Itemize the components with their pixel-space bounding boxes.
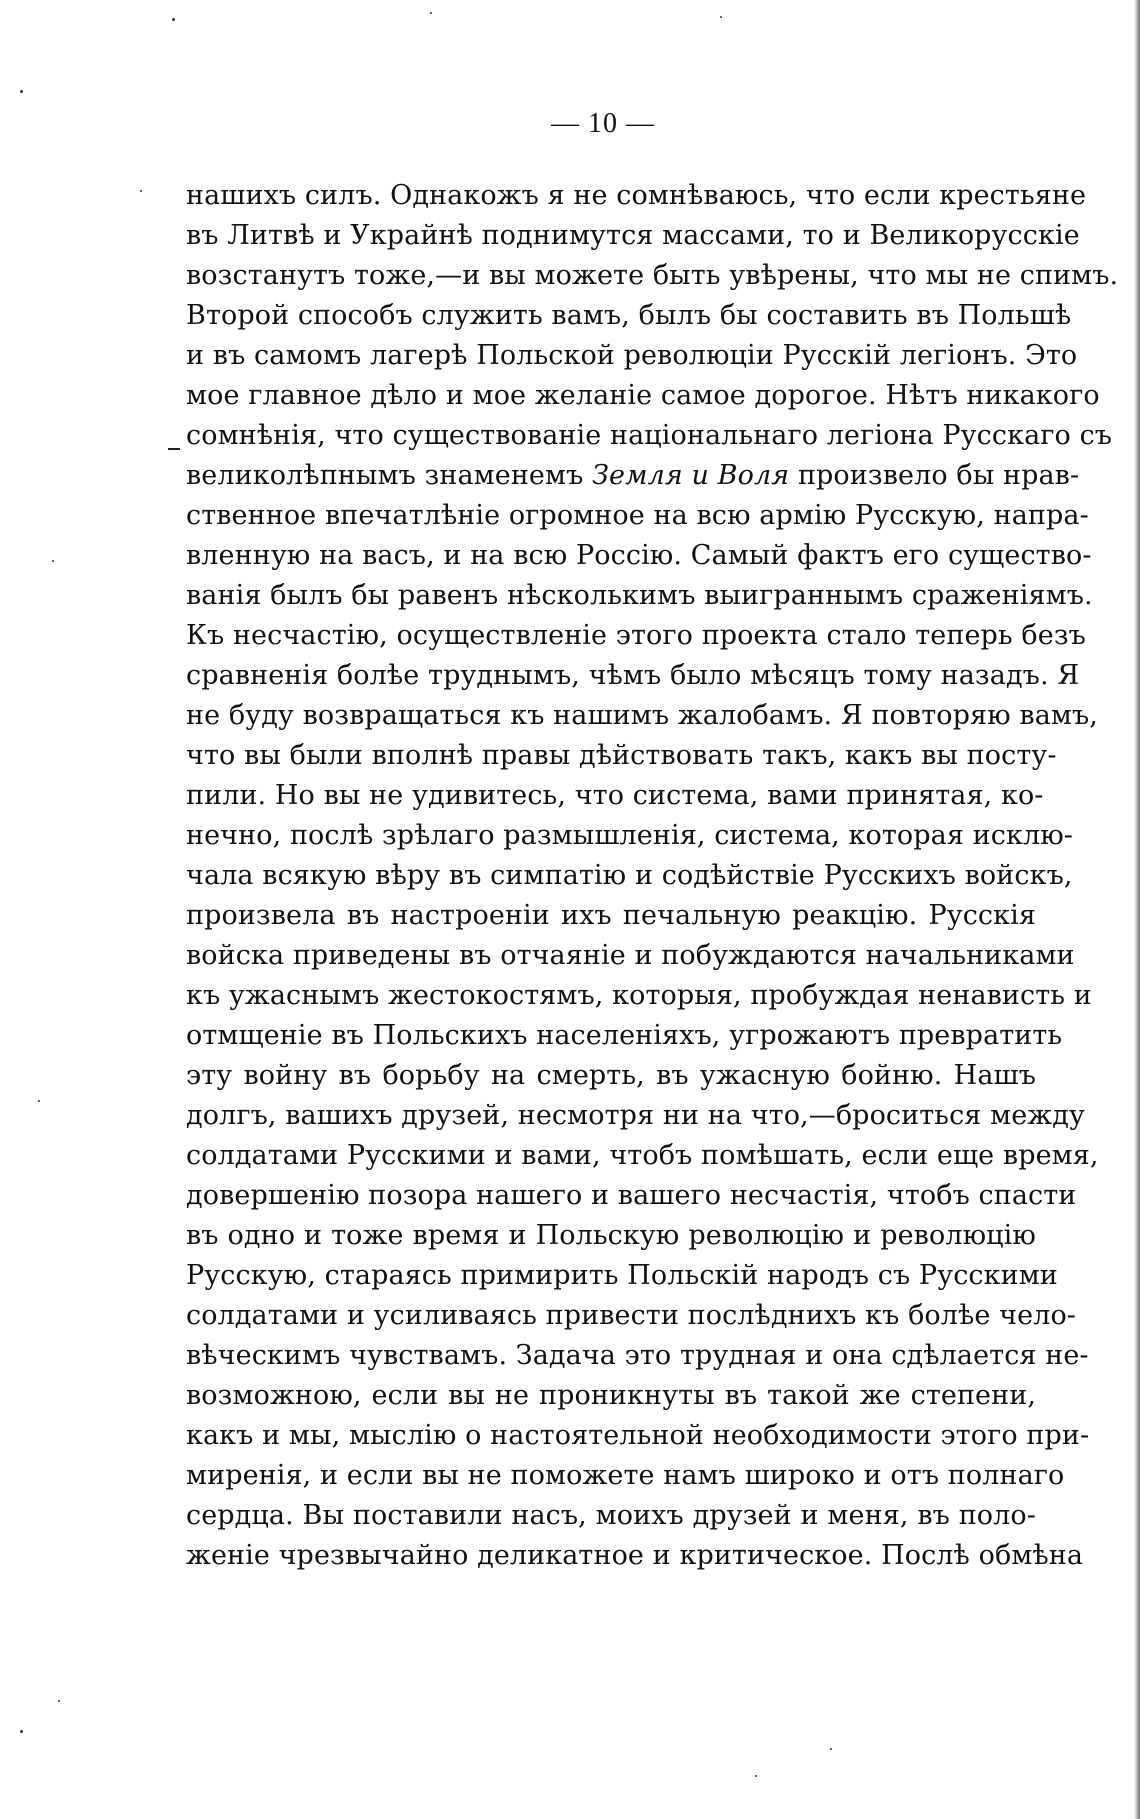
text-line: возстанутъ тоже,—и вы можете быть увѣрены, что мы не спимъ. [186, 260, 1119, 291]
text-line: вленную на васъ, и на всю Россію. Самый фактъ его существо- [186, 540, 1092, 571]
text-line: произвела въ настроеніи ихъ печальную реакцію. Русскія [186, 900, 1036, 931]
text-line: и въ самомъ лагерѣ Польской революціи Русскій легіонъ. Это [186, 340, 1078, 371]
scan-speck [430, 12, 432, 14]
scan-speck [20, 90, 23, 93]
text-line: миренія, и если вы не поможете намъ широко и отъ полнаго [186, 1460, 1065, 1491]
text-line: возможною, если вы не проникнуты въ такой же степени, [186, 1380, 1036, 1411]
text-line: довершенію позора нашего и вашего несчастія, чтобъ спасти [186, 1180, 1077, 1211]
text-line: нечно, послѣ зрѣлаго размышленія, система, которая исклю- [186, 820, 1074, 851]
text-line: что вы были вполнѣ правы дѣйствовать такъ, какъ вы посту- [186, 740, 1057, 771]
text-line: нашихъ силъ. Однакожъ я не сомнѣваюсь, что если крестьяне [186, 180, 1087, 211]
text-line: солдатами Русскими и вами, чтобъ помѣшать, если еще время, [186, 1140, 1099, 1171]
text-line: сравненія болѣе труднымъ, чѣмъ было мѣсяцъ тому назадъ. Я [186, 660, 1080, 691]
scan-speck [20, 1730, 23, 1733]
scan-edge-shadow [1134, 0, 1140, 1819]
scan-speck [830, 1748, 832, 1750]
text-line: въ одно и тоже время и Польскую революцію и революцію [186, 1220, 1036, 1251]
text-line: къ ужаснымъ жестокостямъ, которыя, пробуждая ненависть и [186, 980, 1092, 1011]
scan-speck [52, 560, 54, 562]
scan-mark [168, 448, 180, 450]
scan-speck [58, 1700, 60, 1702]
text-line: сердца. Вы поставили насъ, моихъ друзей и меня, въ поло- [186, 1500, 1036, 1531]
text-line: эту войну въ борьбу на смерть, въ ужасную бойню. Нашъ [186, 1060, 1036, 1091]
text-line: Къ несчастію, осуществленіе этого проекта стало теперь безъ [186, 620, 1086, 651]
text-fragment: великолѣпнымъ знаменемъ [186, 460, 593, 491]
text-line: чала всякую вѣру въ симпатію и содѣйствіе Русскихъ войскъ, [186, 860, 1073, 891]
text-line: солдатами и усиливаясь привести послѣднихъ къ болѣе чело- [186, 1300, 1077, 1331]
text-fragment: произвело бы нрав- [789, 460, 1080, 491]
italic-phrase: Земля и Воля [592, 460, 790, 491]
text-line: не буду возвращаться къ нашимъ жалобамъ. Я повторяю вамъ, [186, 700, 1098, 731]
text-line: женіе чрезвычайно деликатное и критическое. Послѣ обмѣна [186, 1540, 1084, 1571]
text-line: въ Литвѣ и Украйнѣ поднимутся массами, то и Великорусскіе [186, 220, 1080, 251]
text-line-with-italic [186, 456, 1080, 496]
text-line: ственное впечатлѣніе огромное на всю армію Русскую, напра- [186, 500, 1089, 531]
text-line: вѣческимъ чувствамъ. Задача это трудная и она сдѣлается не- [186, 1340, 1089, 1371]
scan-speck [720, 16, 722, 18]
text-line: пили. Но вы не удивитесь, что система, вами принятая, ко- [186, 780, 1044, 811]
scan-speck [38, 1100, 40, 1102]
text-line: долгъ, вашихъ друзей, несмотря ни на что,—броситься между [186, 1100, 1085, 1131]
text-line: Второй способъ служить вамъ, былъ бы составить въ Польшѣ [186, 300, 1072, 331]
text-line: войска приведены въ отчаяніе и побуждаются начальниками [186, 940, 1075, 971]
scan-speck [140, 190, 142, 192]
text-line: мое главное дѣло и мое желаніе самое дорогое. Нѣтъ никакого [186, 380, 1100, 411]
text-line: ванія былъ бы равенъ нѣсколькимъ выиграннымъ сраженіямъ. [186, 580, 1093, 611]
text-line: какъ и мы, мыслію о настоятельной необходимости этого при- [186, 1420, 1090, 1451]
text-line: сомнѣнія, что существованіе національнаго легіона Русскаго съ [186, 420, 1113, 451]
scan-speck [755, 1775, 757, 1777]
scan-speck [172, 18, 175, 21]
body-text [186, 176, 1119, 1576]
text-line: Русскую, стараясь примирить Польскій народъ съ Русскими [186, 1260, 1058, 1291]
page-number: — 10 — [551, 108, 655, 139]
text-line: отмщеніе въ Польскихъ населеніяхъ, угрожаютъ превратить [186, 1020, 1063, 1051]
